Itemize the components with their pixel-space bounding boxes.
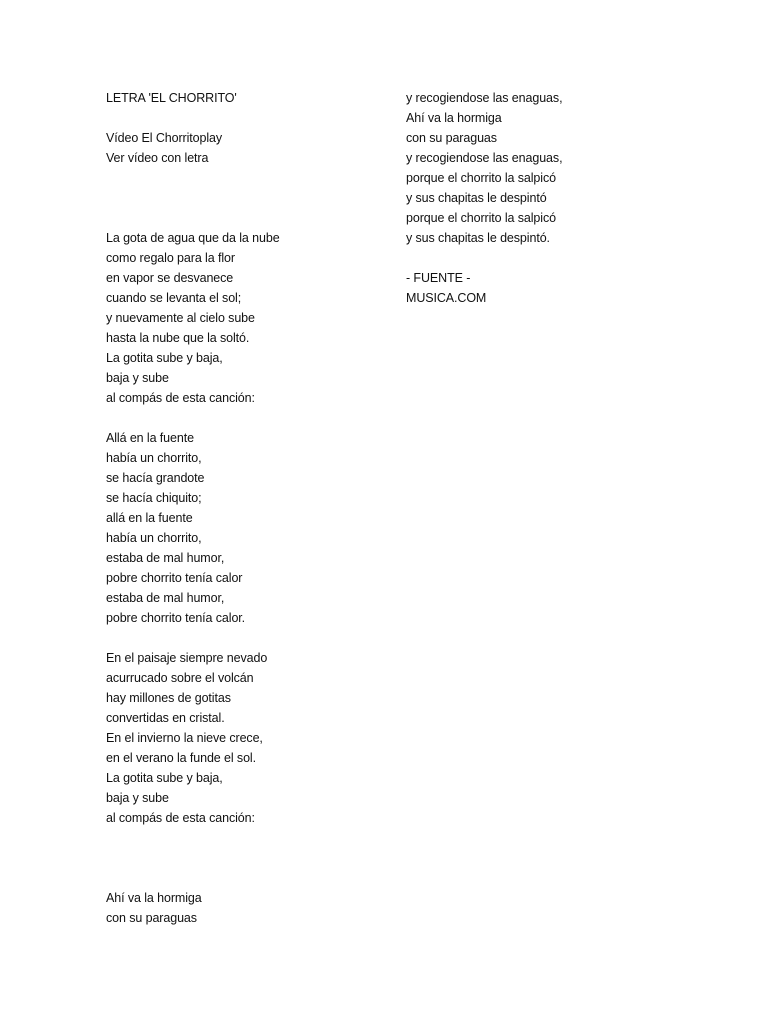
lyric-line: En el paisaje siempre nevado xyxy=(106,651,268,665)
left-column xyxy=(106,88,366,928)
video-line: Vídeo El Chorritoplay xyxy=(106,131,223,145)
stanza-4 xyxy=(106,888,366,928)
stanza-2 xyxy=(106,428,366,628)
lyric-line: al compás de esta canción: xyxy=(106,391,255,405)
lyric-line: Ahí va la hormiga xyxy=(106,891,202,905)
lyric-line: baja y sube xyxy=(106,371,169,385)
spacer xyxy=(106,868,366,888)
lyric-line: con su paraguas xyxy=(406,131,497,145)
lyric-line: y sus chapitas le despintó xyxy=(406,191,547,205)
lyric-line: como regalo para la flor xyxy=(106,251,235,265)
lyric-line: al compás de esta canción: xyxy=(106,811,255,825)
source-credit xyxy=(406,268,666,308)
lyric-line: La gotita sube y baja, xyxy=(106,351,223,365)
spacer xyxy=(106,208,366,228)
lyric-line: estaba de mal humor, xyxy=(106,551,225,565)
lyric-line: pobre chorrito tenía calor. xyxy=(106,611,246,625)
spacer xyxy=(106,188,366,208)
lyric-line: La gotita sube y baja, xyxy=(106,771,223,785)
lyric-line: había un chorrito, xyxy=(106,531,202,545)
lyric-line: La gota de agua que da la nube xyxy=(106,231,280,245)
lyric-line: En el invierno la nieve crece, xyxy=(106,731,263,745)
stanza-5 xyxy=(406,88,666,248)
lyric-line: con su paraguas xyxy=(106,911,197,925)
spacer xyxy=(406,248,666,268)
lyric-line: en vapor se desvanece xyxy=(106,271,234,285)
lyric-line: Allá en la fuente xyxy=(106,431,194,445)
spacer xyxy=(106,628,366,648)
song-title: LETRA 'EL CHORRITO' xyxy=(106,91,237,105)
stanza-3 xyxy=(106,648,366,828)
source-site: MUSICA.COM xyxy=(406,291,487,305)
lyric-line: se hacía chiquito; xyxy=(106,491,202,505)
lyric-line: y nuevamente al cielo sube xyxy=(106,311,255,325)
lyric-line: pobre chorrito tenía calor xyxy=(106,571,243,585)
spacer xyxy=(106,108,366,128)
lyric-line: y sus chapitas le despintó. xyxy=(406,231,550,245)
lyric-line: y recogiendose las enaguas, xyxy=(406,151,563,165)
lyric-line: en el verano la funde el sol. xyxy=(106,751,256,765)
lyric-line: baja y sube xyxy=(106,791,169,805)
source-label: - FUENTE - xyxy=(406,271,471,285)
spacer xyxy=(106,408,366,428)
video-line: Ver vídeo con letra xyxy=(106,151,209,165)
lyric-line: Ahí va la hormiga xyxy=(406,111,502,125)
spacer xyxy=(106,828,366,848)
lyric-line: convertidas en cristal. xyxy=(106,711,225,725)
lyric-line: y recogiendose las enaguas, xyxy=(406,91,563,105)
lyric-line: se hacía grandote xyxy=(106,471,205,485)
lyric-line: había un chorrito, xyxy=(106,451,202,465)
lyric-line: cuando se levanta el sol; xyxy=(106,291,242,305)
lyric-line: hasta la nube que la soltó. xyxy=(106,331,250,345)
lyric-line: allá en la fuente xyxy=(106,511,193,525)
lyric-line: porque el chorrito la salpicó xyxy=(406,211,556,225)
lyric-line: hay millones de gotitas xyxy=(106,691,231,705)
lyric-line: acurrucado sobre el volcán xyxy=(106,671,254,685)
right-column xyxy=(406,88,666,308)
spacer xyxy=(106,168,366,188)
stanza-1 xyxy=(106,228,366,408)
lyric-line: porque el chorrito la salpicó xyxy=(406,171,556,185)
spacer xyxy=(106,848,366,868)
lyric-line: estaba de mal humor, xyxy=(106,591,225,605)
